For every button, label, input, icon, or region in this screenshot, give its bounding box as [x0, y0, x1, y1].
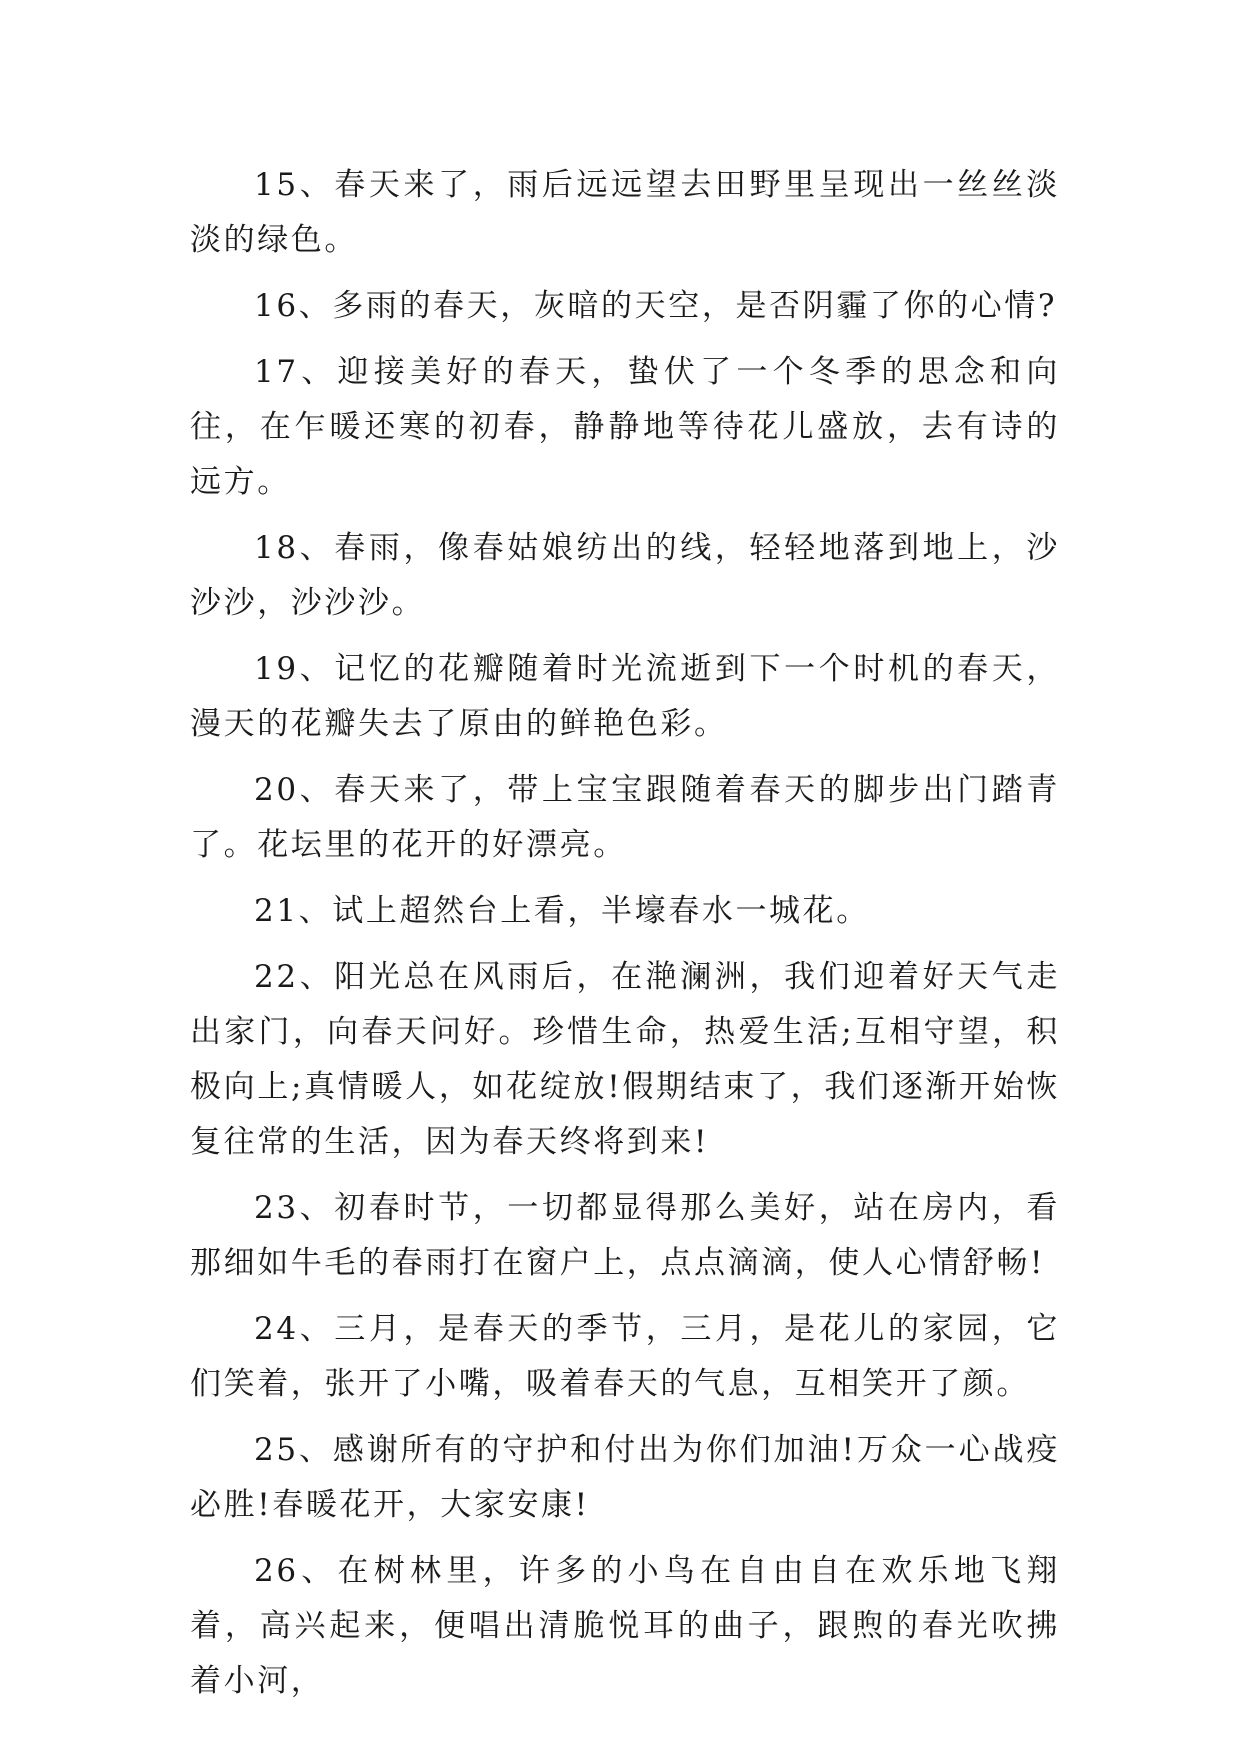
paragraph-16: 16、多雨的春天，灰暗的天空，是否阴霾了你的心情?: [254, 288, 1058, 324]
paragraph-17: 17、迎接美好的春天，蛰伏了一个冬季的思念和向往，在乍暖还寒的初春，静静地等待花儿盛放，去有诗的远方。: [190, 354, 1060, 500]
paragraph-20: 20、春天来了，带上宝宝跟随着春天的脚步出门踏青了。花坛里的花开的好漂亮。: [190, 772, 1060, 863]
paragraph-26: 26、在树林里，许多的小鸟在自由自在欢乐地飞翔着，高兴起来，便唱出清脆悦耳的曲子，跟煦的春光吹拂着小河，: [190, 1553, 1060, 1699]
paragraph-23: 23、初春时节，一切都显得那么美好，站在房内，看那细如牛毛的春雨打在窗户上，点点滴滴，使人心情舒畅!: [190, 1190, 1060, 1281]
paragraph-19: 19、记忆的花瓣随着时光流逝到下一个时机的春天，漫天的花瓣失去了原由的鲜艳色彩。: [190, 651, 1060, 742]
paragraph-21: 21、试上超然台上看，半壕春水一城花。: [254, 893, 870, 929]
paragraph-24: 24、三月，是春天的季节，三月，是花儿的家园，它们笑着，张开了小嘴，吸着春天的气息，互相笑开了颜。: [190, 1311, 1060, 1402]
paragraph-15: 15、春天来了，雨后远远望去田野里呈现出一丝丝淡淡的绿色。: [190, 167, 1060, 258]
paragraph-18: 18、春雨，像春姑娘纺出的线，轻轻地落到地上，沙沙沙，沙沙沙。: [190, 530, 1060, 621]
document-body: [190, 158, 1060, 1720]
paragraph-22: 22、阳光总在风雨后，在滟澜洲，我们迎着好天气走出家门，向春天问好。珍惜生命，热爱生活;互相守望，积极向上;真情暖人，如花绽放!假期结束了，我们逐渐开始恢复往常的生活，因为春天终将到来!: [190, 959, 1060, 1160]
paragraph-25: 25、感谢所有的守护和付出为你们加油!万众一心战疫必胜!春暖花开，大家安康!: [190, 1432, 1060, 1523]
